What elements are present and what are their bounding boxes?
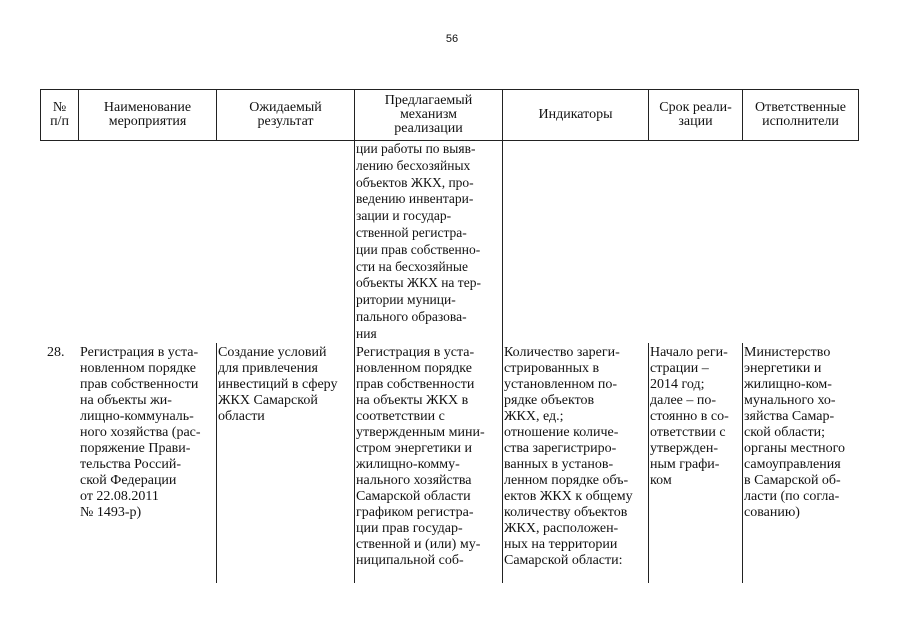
- header-indicators: Индикаторы: [538, 107, 613, 122]
- header-result: Ожидаемый результат: [249, 100, 322, 129]
- column-divider: [216, 343, 217, 583]
- row-28-number: 28.: [47, 345, 65, 360]
- continuation-mechanism: ции работы по выяв- лению бесхозяйных объектов ЖКХ, про- ведению инвентари- зации и государ- ственной регистра- ции прав собственно- сти на бесхозяйные объекты ЖКХ на тер- ритории муници- пального образова- ния: [356, 141, 481, 341]
- row-28-mechanism: Регистрация в уста- новленном порядке прав собственности на объекты ЖКХ в соответствии с утвержденным мини- стром энергетики и жилищно-комму- нального хозяйства Самарской области графиком регистра- ции прав государ- ственной и (или) му- ниципальной соб-: [356, 345, 485, 568]
- column-divider: [354, 140, 355, 583]
- header-name: Наименование мероприятия: [103, 100, 192, 129]
- row-28-indicators: Количество зареги- стрированных в установленном по- рядке объектов ЖКХ, ед.; отношение количе- ства зарегистриро- ванных в установ- ленном порядке объ- ектов ЖКХ к общему количеству объектов ЖКХ, расположен- ных на территории Самарской области:: [504, 345, 633, 568]
- header-term: Срок реали- зации: [659, 100, 732, 129]
- column-divider: [502, 140, 503, 583]
- header-mechanism: Предлагаемый механизм реализации: [384, 93, 473, 136]
- header-executors: Ответственные исполнители: [755, 100, 846, 129]
- page-number: 56: [445, 33, 459, 45]
- header-num: № п/п: [50, 100, 69, 129]
- column-divider: [648, 343, 649, 583]
- column-divider: [742, 343, 743, 583]
- header-divider: [858, 89, 859, 141]
- row-28-name: Регистрация в уста- новленном порядке прав собственности на объекты жи- лищно-коммуналь- ного хозяйства (рас- поряжение Прави- тельства Россий- ской Федерации от 22.08.2011 № 1493-р): [80, 345, 201, 520]
- row-28-executors: Министерство энергетики и жилищно-ком- мунального хо- зяйства Самар- ской области; органы местного самоуправления в Самарской об- ласти (по согла- сованию): [744, 345, 845, 520]
- row-28-result: Создание условий для привлечения инвестиций в сферу ЖКХ Самарской области: [218, 345, 338, 424]
- row-28-term: Начало реги- страции – 2014 год; далее – по- стоянно в со- ответствии с утвержден- ным графи- ком: [650, 345, 729, 488]
